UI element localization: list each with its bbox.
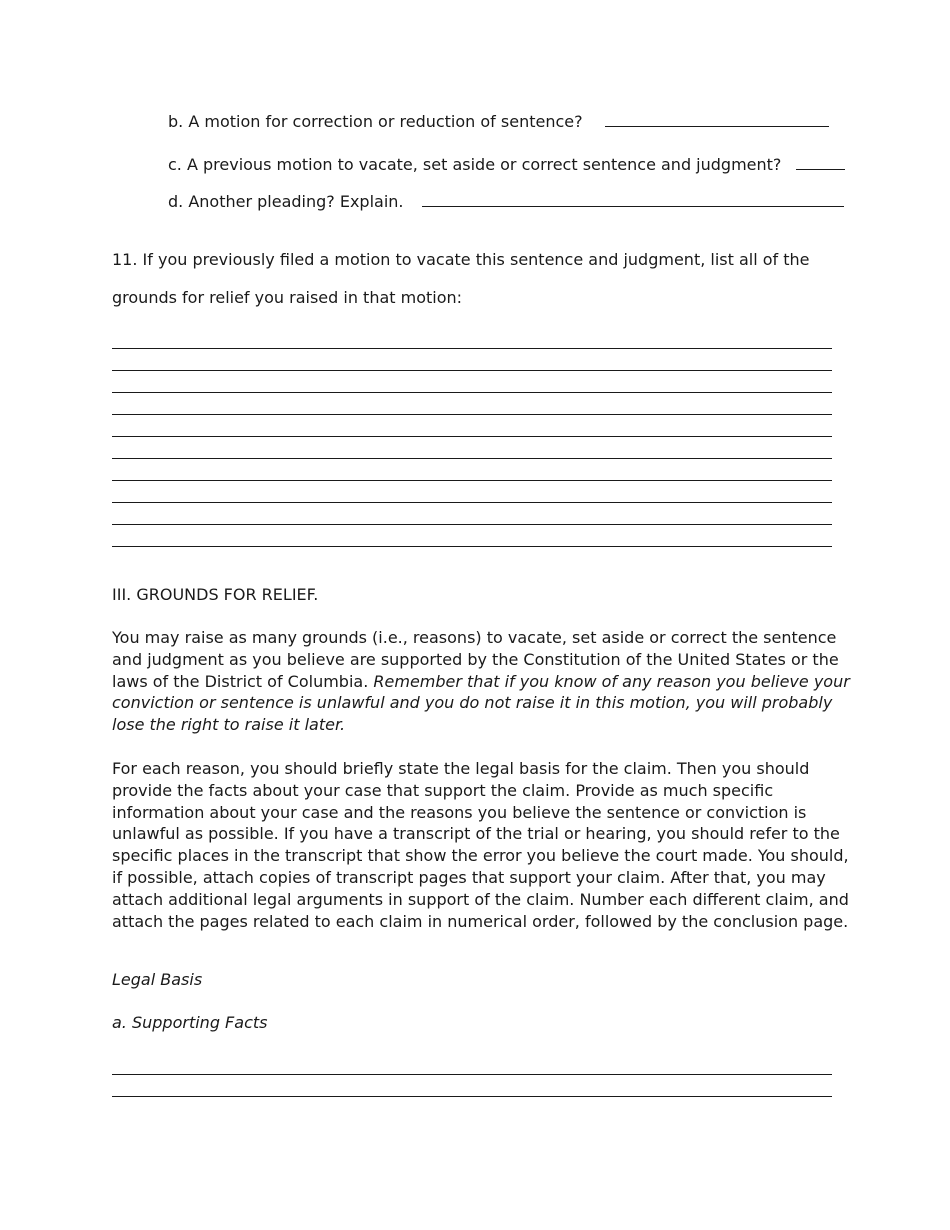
- question-11-line-2: grounds for relief you raised in that motion:: [112, 288, 463, 307]
- answer-line-q11-6[interactable]: [112, 458, 832, 459]
- question-b-answer-line[interactable]: [605, 111, 829, 127]
- answer-line-q11-3[interactable]: [112, 392, 832, 393]
- answer-line-q11-9[interactable]: [112, 524, 832, 525]
- answer-line-q11-7[interactable]: [112, 480, 832, 481]
- p1-line-mixed: [112, 671, 850, 693]
- p2-line: if possible, attach copies of transcript pages that support your claim. After that, you may: [112, 867, 826, 887]
- p1-italic-line: conviction or sentence is unlawful and you do not raise it in this motion, you will probably: [112, 693, 833, 713]
- supporting-facts-label: a. Supporting Facts: [112, 1013, 268, 1032]
- question-c-answer-line[interactable]: [796, 154, 845, 170]
- answer-line-q11-1[interactable]: [112, 348, 832, 349]
- p2-line: provide the facts about your case that support the claim. Provide as much specific: [112, 780, 774, 800]
- p2-line: information about your case and the reasons you believe the sentence or conviction is: [112, 802, 807, 822]
- section-heading: III. GROUNDS FOR RELIEF.: [112, 585, 319, 604]
- question-11-line-1: 11. If you previously filed a motion to vacate this sentence and judgment, list all of the: [112, 250, 810, 269]
- p1-line: You may raise as many grounds (i.e., reasons) to vacate, set aside or correct the sentence: [112, 628, 837, 647]
- question-b-label: b. A motion for correction or reduction of sentence?: [168, 112, 583, 131]
- p2-line: attach additional legal arguments in support of the claim. Number each different claim, and: [112, 889, 849, 909]
- p1-plain-text: laws of the District of Columbia.: [112, 671, 369, 691]
- grounds-paragraph-1: [112, 627, 850, 736]
- p2-line: unlawful as possible. If you have a transcript of the trial or hearing, you should refer to the: [112, 824, 840, 844]
- answer-line-q11-10[interactable]: [112, 546, 832, 547]
- answer-line-q11-2[interactable]: [112, 370, 832, 371]
- p2-line: For each reason, you should briefly state the legal basis for the claim. Then you should: [112, 759, 810, 778]
- p2-line: specific places in the transcript that show the error you believe the court made. You should,: [112, 846, 849, 866]
- question-b-row: [168, 111, 829, 132]
- question-d-label: d. Another pleading? Explain.: [168, 192, 404, 211]
- answer-line-q11-5[interactable]: [112, 436, 832, 437]
- answer-line-facts-1[interactable]: [112, 1074, 832, 1075]
- answer-line-facts-2[interactable]: [112, 1096, 832, 1097]
- p1-italic-text: Remember that if you know of any reason you believe your: [373, 671, 850, 691]
- question-c-label: c. A previous motion to vacate, set aside or correct sentence and judgment?: [168, 155, 782, 174]
- p2-line: attach the pages related to each claim in numerical order, followed by the conclusion page.: [112, 911, 849, 931]
- answer-line-q11-4[interactable]: [112, 414, 832, 415]
- grounds-paragraph-2: [112, 758, 849, 932]
- p1-line: and judgment as you believe are supported by the Constitution of the United States or the: [112, 649, 839, 669]
- question-d-answer-line[interactable]: [422, 191, 844, 207]
- question-d-row: [168, 191, 844, 212]
- legal-basis-label: Legal Basis: [112, 970, 203, 989]
- answer-line-q11-8[interactable]: [112, 502, 832, 503]
- question-c-row: [168, 154, 845, 175]
- p1-italic-line: lose the right to raise it later.: [112, 715, 346, 735]
